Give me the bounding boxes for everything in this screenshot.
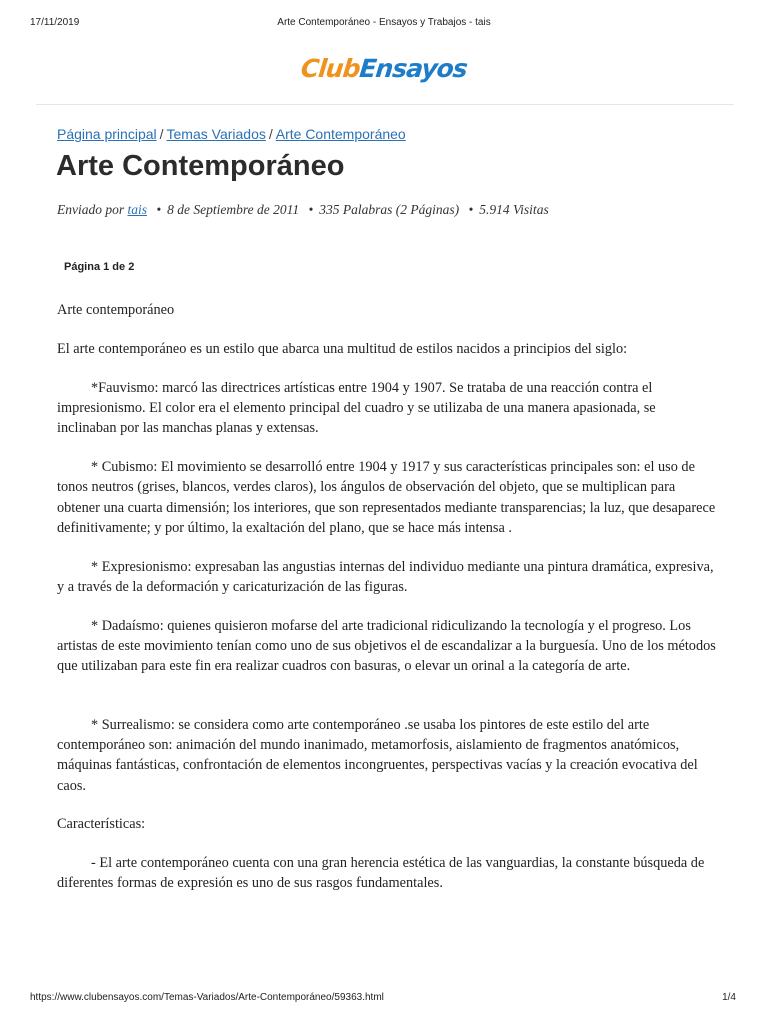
meta-bullet: • [468, 202, 474, 217]
clubensayos-logo[interactable] [300, 54, 469, 83]
print-page-number: 1/4 [722, 992, 736, 1003]
header-divider [36, 104, 734, 105]
paragraph-cubismo: * Cubismo: El movimiento se desarrolló entre 1904 y 1917 y sus características principales son: el uso de tonos neutros (grises, blancos, verdes claros), los ángulos de observación del objeto, que se multiplican para obtener una cuarta dimensión; los interiores, que son representados mediante transparencias; la luz, que desaparece definitivamente; y por último, la exaltación del plano, que se hace más intensa . [57, 458, 716, 536]
visit-count: 5.914 Visitas [479, 202, 549, 217]
logo-club-text: Club [299, 54, 362, 83]
print-header [0, 17, 768, 31]
paragraph-surrealismo: * Surrealismo: se considera como arte contemporáneo .se usaba los pintores de este estilo del arte contemporáneo son: animación del mundo inanimado, metamorfosis, aislamiento de fragmentos anatómicos, máquinas fantásticas, confrontación de elementos incongruentes, perspectivas vacías y la creación evocativa del caos. [57, 716, 698, 794]
page-title: Arte Contemporáneo [56, 150, 345, 182]
site-header [0, 54, 768, 94]
print-title: Arte Contemporáneo - Ensayos y Trabajos - tais [277, 17, 491, 28]
print-url: https://www.clubensayos.com/Temas-Variados/Arte-Contemporáneo/59363.html [30, 992, 384, 1003]
paragraph-intro: El arte contemporáneo es un estilo que abarca una multitud de estilos nacidos a principios del siglo: [57, 340, 628, 357]
breadcrumb-separator: / [268, 126, 273, 142]
article-body [57, 300, 717, 912]
page-indicator: Página 1 de 2 [64, 261, 135, 273]
word-count: 335 Palabras (2 Páginas) [319, 202, 460, 217]
breadcrumb-category-link[interactable]: Temas Variados [166, 126, 266, 142]
author-link[interactable]: tais [127, 202, 148, 217]
publish-date: 8 de Septiembre de 2011 [167, 202, 300, 217]
sent-by-label: Enviado por [57, 202, 125, 217]
print-date: 17/11/2019 [30, 17, 80, 28]
breadcrumb-separator: / [159, 126, 164, 142]
paragraph-caracteristicas: Características: [57, 816, 146, 833]
paragraph-heading: Arte contemporáneo [57, 302, 175, 318]
paragraph-expresionismo: * Expresionismo: expresaban las angustias internas del individuo mediante una pintura dramática, expresiva, y a través de la deformación y caricaturización de las figuras. [57, 558, 714, 595]
article-meta [57, 202, 549, 218]
breadcrumb-home-link[interactable]: Página principal [57, 126, 157, 142]
logo-ensayos-text: Ensayos [358, 54, 469, 83]
breadcrumb [57, 126, 406, 142]
paragraph-fauvismo: *Fauvismo: marcó las directrices artísticas entre 1904 y 1907. Se trataba de una reacción contra el impresionismo. El color era el elemento principal del cuadro y se utilizaba de una manera apasionada, se inclinaban por las manchas planas y extensas. [57, 379, 656, 437]
meta-bullet: • [156, 202, 162, 217]
print-footer [0, 992, 768, 1006]
paragraph-herencia: - El arte contemporáneo cuenta con una gran herencia estética de las vanguardias, la constante búsqueda de diferentes formas de expresión es uno de sus rasgos fundamentales. [57, 855, 705, 892]
paragraph-dadaismo: * Dadaísmo: quienes quisieron mofarse del arte tradicional ridiculizando la tecnología y el progreso. Los artistas de este movimiento tenían como uno de sus objetivos el de escandalizar a la burguesía. Uno de los métodos que utilizaban para este fin era realizar cuadros con basuras, o elevar un orinal a la categoría de arte. [57, 617, 716, 675]
meta-bullet: • [308, 202, 314, 217]
breadcrumb-current-link[interactable]: Arte Contemporáneo [275, 126, 406, 142]
